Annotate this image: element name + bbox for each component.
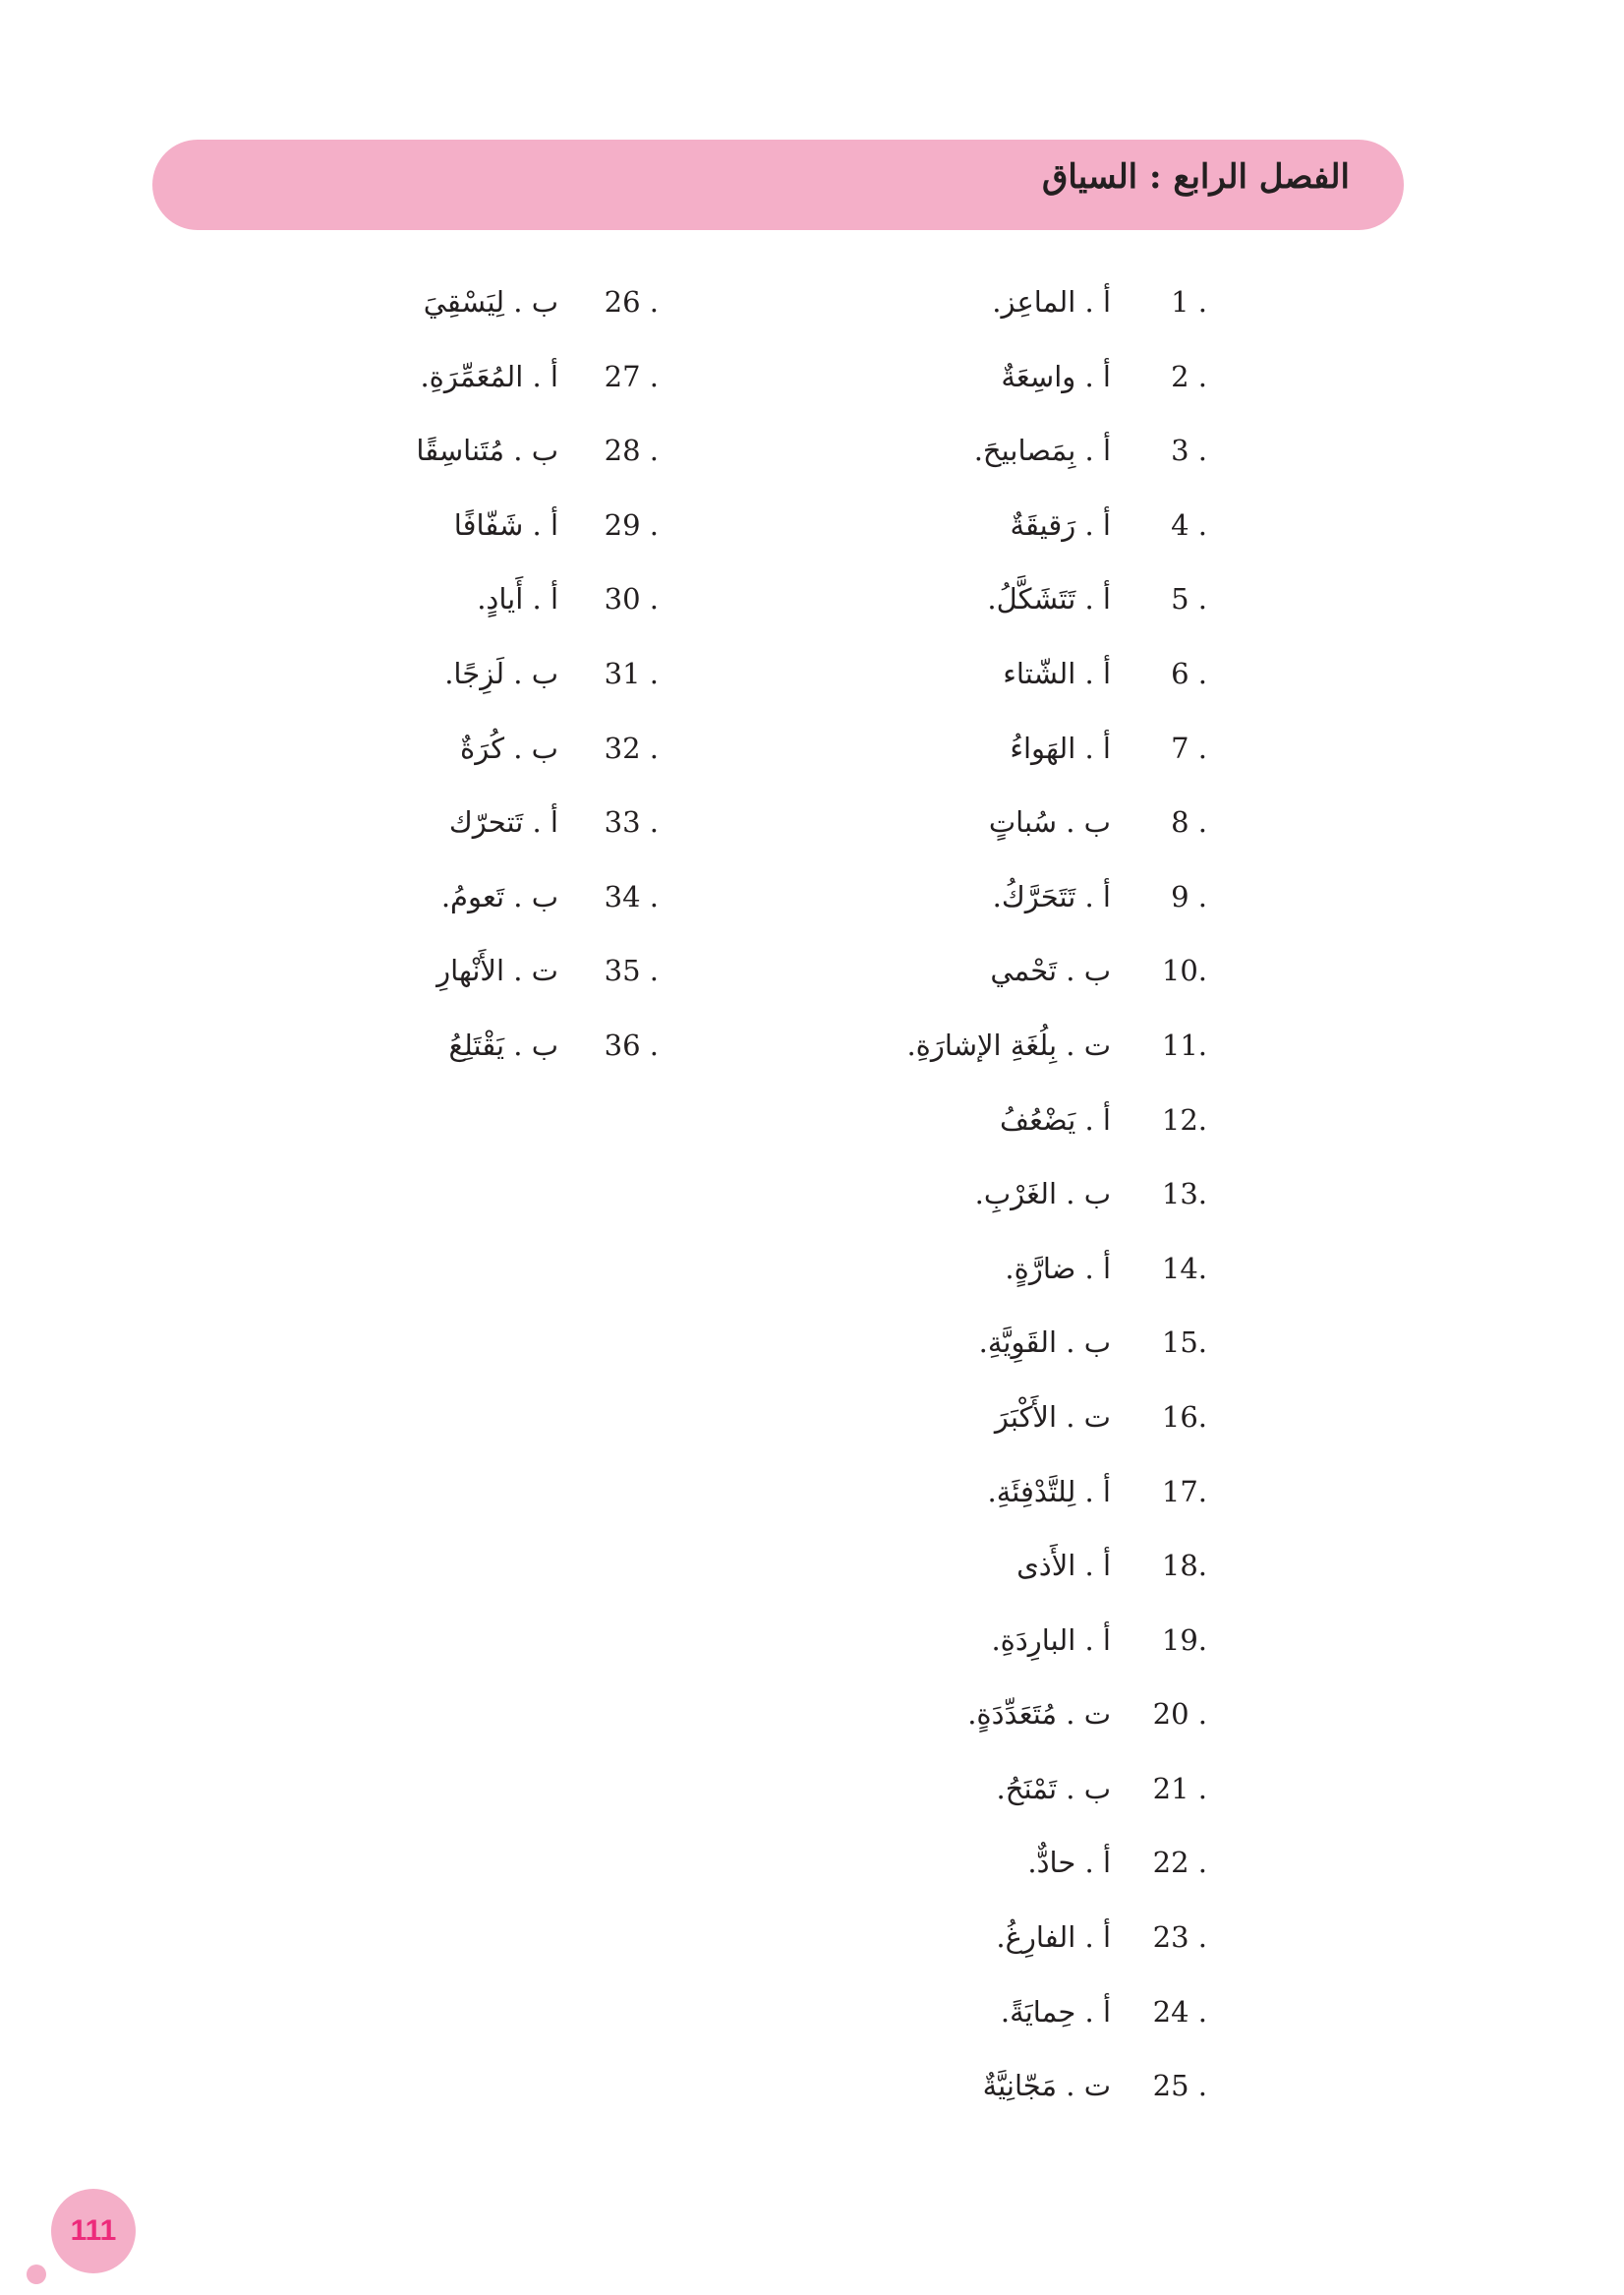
answer-item bbox=[885, 1467, 1209, 1542]
answer-number: 23 . bbox=[1152, 1920, 1207, 1955]
answer-item bbox=[885, 2061, 1209, 2136]
answer-item bbox=[885, 1764, 1209, 1839]
answer-number: 17. bbox=[1161, 1474, 1207, 1508]
answer-text: ت . مَجّانِيَّةٌ bbox=[982, 2069, 1111, 2103]
answer-text: أ . حادٌّ. bbox=[1027, 1846, 1111, 1880]
answer-number: 28 . bbox=[604, 434, 659, 468]
answer-item bbox=[885, 797, 1209, 872]
answer-item bbox=[885, 649, 1209, 724]
answer-item bbox=[393, 426, 659, 500]
answer-text: ت . مُتَعَدِّدَةٍ. bbox=[967, 1697, 1111, 1732]
answer-item bbox=[885, 574, 1209, 649]
chapter-header-band bbox=[152, 140, 1404, 230]
answer-text: ب . يَقْتَلِعُ bbox=[448, 1028, 558, 1062]
answer-text: أ . واسِعَةٌ bbox=[1001, 359, 1111, 393]
answer-item bbox=[393, 797, 659, 872]
answers-column-left bbox=[393, 277, 659, 1095]
answer-text: ت . بِلُغَةِ الإشارَةِ. bbox=[906, 1028, 1111, 1062]
answer-text: أ . البارِدَةِ. bbox=[991, 1622, 1111, 1657]
answer-number: 12. bbox=[1161, 1102, 1207, 1137]
answer-item bbox=[885, 1169, 1209, 1244]
answer-item bbox=[885, 1244, 1209, 1319]
answer-text: ب . القَوِيَّةِ. bbox=[978, 1325, 1111, 1360]
answer-item bbox=[885, 1912, 1209, 1987]
answer-item bbox=[885, 1318, 1209, 1392]
answer-number: 9 . bbox=[1171, 879, 1207, 913]
answer-item bbox=[885, 1987, 1209, 2062]
answer-item bbox=[885, 277, 1209, 352]
answer-text: أ . الشّتاء bbox=[1003, 656, 1111, 690]
answer-text: أ . الهَواءُ bbox=[1010, 731, 1111, 765]
answer-number: 6 . bbox=[1171, 656, 1207, 690]
answer-number: 29 . bbox=[604, 507, 659, 542]
answer-number: 15. bbox=[1161, 1325, 1207, 1360]
page-number-badge bbox=[51, 2189, 136, 2273]
answer-item bbox=[393, 574, 659, 649]
answer-text: أ . يَضْعُفُ bbox=[1000, 1102, 1111, 1137]
answer-item bbox=[885, 426, 1209, 500]
answer-number: 2 . bbox=[1171, 359, 1207, 393]
answer-item bbox=[885, 946, 1209, 1021]
answer-text: أ . رَقيقَةٌ bbox=[1010, 507, 1111, 542]
answer-text: أ . تَتَشَكَّلُ. bbox=[987, 582, 1111, 617]
answer-text: ب . لِيَسْقِيَ bbox=[423, 285, 558, 319]
answer-number: 4 . bbox=[1171, 507, 1207, 542]
answer-number: 3 . bbox=[1171, 434, 1207, 468]
answer-item bbox=[885, 1541, 1209, 1616]
answer-item bbox=[885, 352, 1209, 427]
decorative-dot bbox=[27, 2265, 46, 2284]
answer-item bbox=[393, 872, 659, 947]
answer-text: أ . تَتحرّك bbox=[448, 805, 558, 840]
answer-text: أ . ضارَّةٍ. bbox=[1005, 1251, 1111, 1285]
answer-text: ت . الأَكْبَرَ bbox=[994, 1399, 1111, 1434]
chapter-title: الفصل الرابع : السياق bbox=[1041, 157, 1350, 197]
answer-text: أ . الماعِز. bbox=[992, 285, 1111, 319]
answer-number: 24 . bbox=[1152, 1994, 1207, 2029]
answers-column-right bbox=[885, 277, 1209, 2136]
answer-item bbox=[885, 724, 1209, 798]
answer-number: 18. bbox=[1161, 1549, 1207, 1583]
answer-item bbox=[393, 352, 659, 427]
answer-text: ت . الأَنْهارِ bbox=[436, 954, 558, 988]
answer-item bbox=[393, 724, 659, 798]
answer-number: 25 . bbox=[1152, 2069, 1207, 2103]
answer-number: 13. bbox=[1161, 1177, 1207, 1211]
answer-number: 30 . bbox=[604, 582, 659, 617]
answer-item bbox=[885, 1838, 1209, 1912]
answer-text: أ . أَيادٍ. bbox=[477, 582, 558, 617]
answer-text: أ . لِلتَّدْفِئَةِ. bbox=[987, 1474, 1111, 1508]
answer-number: 21 . bbox=[1152, 1771, 1207, 1805]
answer-number: 26 . bbox=[604, 285, 659, 319]
answer-text: ب . تَمْنَحُ. bbox=[996, 1771, 1111, 1805]
answer-item bbox=[393, 649, 659, 724]
answer-number: 20 . bbox=[1152, 1697, 1207, 1732]
answer-text: أ . تَتَحَرَّكُ. bbox=[992, 879, 1111, 913]
answer-item bbox=[885, 500, 1209, 575]
answer-number: 27 . bbox=[604, 359, 659, 393]
answer-text: ب . تَعومُ. bbox=[440, 879, 558, 913]
answer-number: 33 . bbox=[604, 805, 659, 840]
answer-text: أ . المُعَمِّرَةِ. bbox=[420, 359, 558, 393]
answer-number: 1 . bbox=[1171, 285, 1207, 319]
answer-text: أ . الأَذى bbox=[1016, 1549, 1111, 1583]
answer-item bbox=[885, 1095, 1209, 1170]
answer-item bbox=[885, 1616, 1209, 1690]
answer-number: 31 . bbox=[604, 656, 659, 690]
answer-item bbox=[393, 277, 659, 352]
answer-text: أ . الفارِغُ. bbox=[996, 1920, 1111, 1955]
answer-number: 8 . bbox=[1171, 805, 1207, 840]
answer-item bbox=[885, 1689, 1209, 1764]
answer-item bbox=[393, 946, 659, 1021]
answer-number: 5 . bbox=[1171, 582, 1207, 617]
answer-text: أ . بِمَصابيحَ. bbox=[973, 434, 1111, 468]
answer-number: 10. bbox=[1161, 954, 1207, 988]
answer-item bbox=[885, 1021, 1209, 1095]
answer-number: 14. bbox=[1161, 1251, 1207, 1285]
page-number: 111 bbox=[70, 2214, 117, 2247]
answer-number: 22 . bbox=[1152, 1846, 1207, 1880]
answer-number: 11. bbox=[1161, 1028, 1207, 1062]
answer-number: 35 . bbox=[604, 954, 659, 988]
answer-number: 32 . bbox=[604, 731, 659, 765]
answer-text: ب . الغَرْبِ. bbox=[974, 1177, 1111, 1211]
answer-item bbox=[885, 872, 1209, 947]
answer-item bbox=[393, 1021, 659, 1095]
answer-number: 36 . bbox=[604, 1028, 659, 1062]
answer-text: أ . شَفّافًا bbox=[453, 507, 558, 542]
answer-number: 16. bbox=[1161, 1399, 1207, 1434]
answer-number: 19. bbox=[1161, 1622, 1207, 1657]
answer-text: ب . مُتَناسِقًا bbox=[416, 434, 558, 468]
answer-text: ب . تَحْمي bbox=[990, 954, 1111, 988]
answer-text: ب . لَزِجًا. bbox=[444, 656, 558, 690]
answer-number: 7 . bbox=[1171, 731, 1207, 765]
answer-number: 34 . bbox=[604, 879, 659, 913]
answer-text: أ . حِمايَةً. bbox=[1000, 1994, 1111, 2029]
answer-text: ب . كُرَةٌ bbox=[460, 731, 558, 765]
answer-item bbox=[885, 1392, 1209, 1467]
answer-item bbox=[393, 500, 659, 575]
answer-text: ب . سُباتٍ bbox=[988, 805, 1111, 840]
